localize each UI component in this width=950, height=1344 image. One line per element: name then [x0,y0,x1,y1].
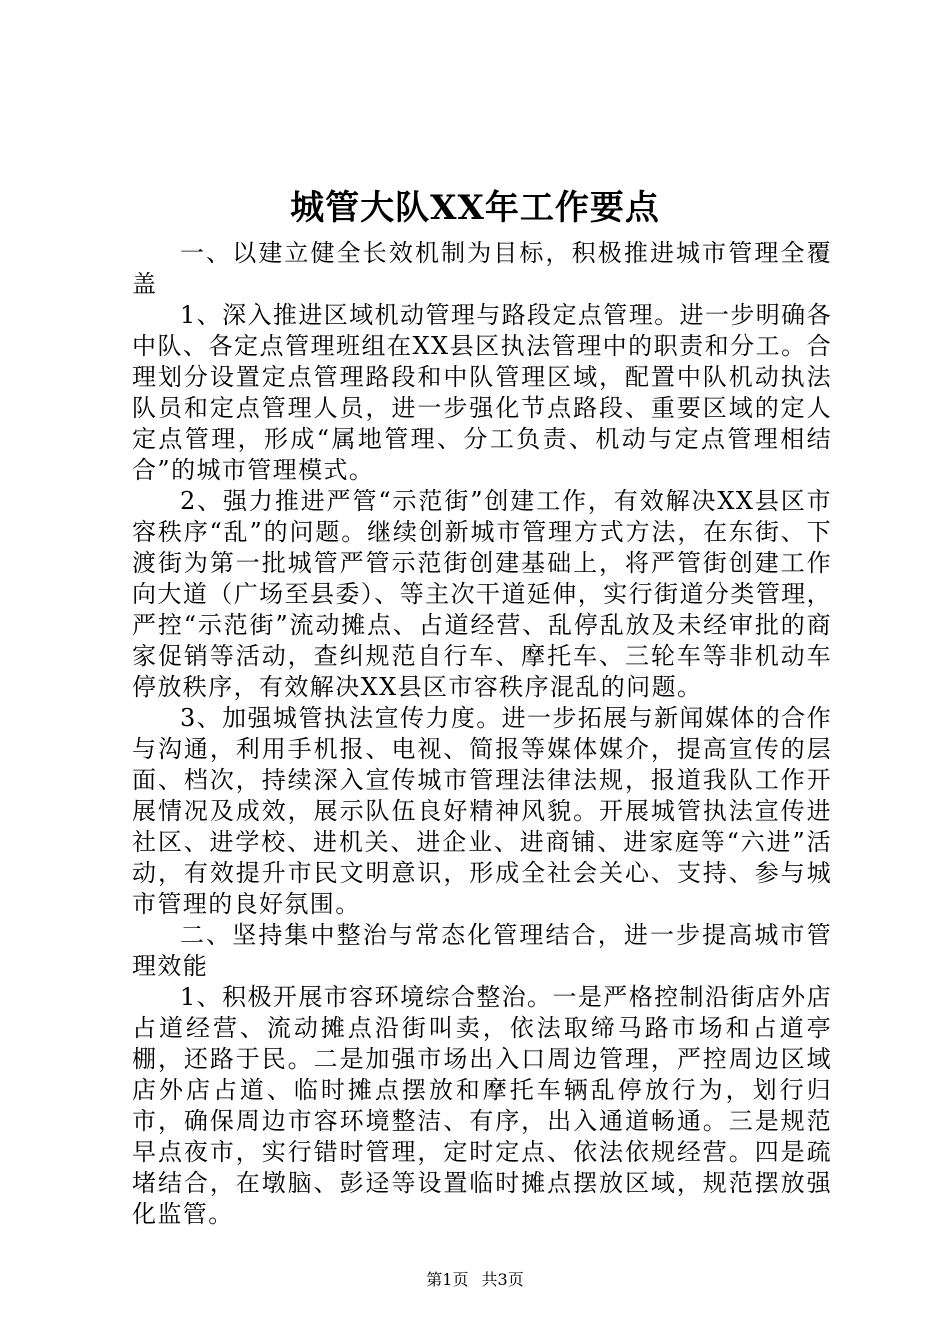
page-total: 共3页 [481,1270,524,1289]
page-number: 第1页 [426,1270,469,1289]
document-title: 城管大队XX年工作要点 [290,188,660,228]
section-heading: 二、坚持集中整治与常态化管理结合，进一步提高城市管理效能 [132,921,832,980]
document-body [132,238,832,1230]
paragraph: 1、积极开展市容环境综合整治。一是严格控制沿街店外店占道经营、流动摊点沿街叫卖，依法取缔马路市场和占道亭棚，还路于民。二是加强市场出入口周边管理，严控周边区域店外店占道、临时摊点摆放和摩托车辆乱停放行为，划行归市，确保周边市容环境整洁、有序，出入通道畅通。三是规范早点夜市，实行错时管理，定时定点、依法依规经营。四是疏堵结合，在墩脑、彭迳等设置临时摊点摆放区域，规范摆放强化监管。 [132,983,832,1228]
paragraph: 3、加强城管执法宣传力度。进一步拓展与新闻媒体的合作与沟通，利用手机报、电视、简报等媒体媒介，提高宣传的层面、档次，持续深入宣传城市管理法律法规，报道我队工作开展情况及成效，展示队伍良好精神风貌。开展城管执法宣传进社区、进学校、进机关、进企业、进商铺、进家庭等“六进”活动，有效提升市民文明意识，形成全社会关心、支持、参与城市管理的良好氛围。 [132,704,832,918]
paragraph: 2、强力推进严管“示范街”创建工作，有效解决XX县区市容秩序“乱”的问题。继续创新城市管理方式方法，在东街、下渡街为第一批城管严管示范街创建基础上，将严管街创建工作向大道（广场至县委）、等主次干道延伸，实行街道分类管理，严控“示范街”流动摊点、占道经营、乱停乱放及未经审批的商家促销等活动，查纠规范自行车、摩托车、三轮车等非机动车停放秩序，有效解决XX县区市容秩序混乱的问题。 [132,487,832,701]
paragraph: 1、深入推进区域机动管理与路段定点管理。进一步明确各中队、各定点管理班组在XX县区执法管理中的职责和分工。合理划分设置定点管理路段和中队管理区域，配置中队机动执法队员和定点管理人员，进一步强化节点路段、重要区域的定人定点管理，形成“属地管理、分工负责、机动与定点管理相结合”的城市管理模式。 [132,301,832,484]
page-footer [0,1270,950,1290]
section-heading: 一、以建立健全长效机制为目标，积极推进城市管理全覆盖 [132,239,832,298]
